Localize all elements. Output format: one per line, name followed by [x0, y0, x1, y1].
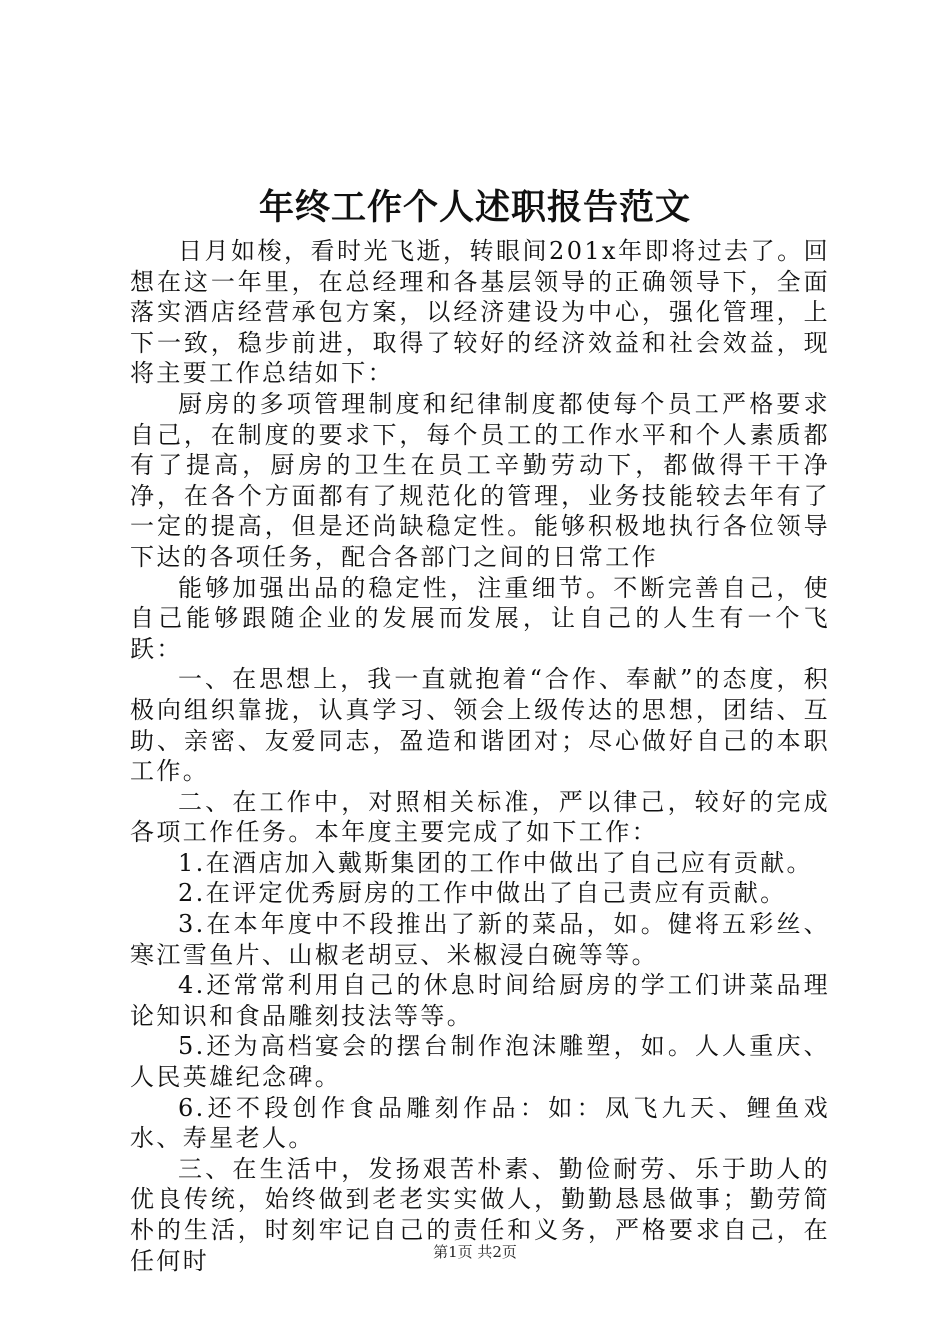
document-body [130, 236, 830, 1276]
document-title: 年终工作个人述职报告范文 [258, 187, 691, 228]
paragraph-work: 二、在工作中，对照相关标准，严以律己，较好的完成各项工作任务。本年度主要完成了如下工作： [130, 787, 830, 847]
list-item-5: 5.还为高档宴会的摆台制作泡沫雕塑，如。人人重庆、人民英雄纪念碑。 [130, 1032, 830, 1092]
list-item-4: 4.还常常利用自己的休息时间给厨房的学工们讲菜品理论知识和食品雕刻技法等等。 [130, 971, 830, 1030]
list-item-2: 2.在评定优秀厨房的工作中做出了自己责应有贡献。 [178, 879, 787, 908]
paragraph-thought: 一、在思想上，我一直就抱着“合作、奉献”的态度，积极向组织靠拢，认真学习、领会上级传达的思想，团结、互助、亲密、友爱同志，盈造和谐团对；尽心做好自己的本职工作。 [130, 665, 830, 786]
list-item-1: 1.在酒店加入戴斯集团的工作中做出了自己应有贡献。 [178, 848, 813, 877]
paragraph-stability: 能够加强出品的稳定性，注重细节。不断完善自己，使自己能够跟随企业的发展而发展，让自己的人生有一个飞跃： [130, 573, 830, 663]
paragraph-kitchen-management: 厨房的多项管理制度和纪律制度都使每个员工严格要求自己，在制度的要求下，每个员工的工作水平和个人素质都有了提高，厨房的卫生在员工辛勤劳动下，都做得干干净净，在各个方面都有了规范化的管理，业务技能较去年有了一定的提高，但是还尚缺稳定性。能够积极地执行各位领导下达的各项任务，配合各部门之间的日常工作 [130, 389, 830, 571]
paragraph-intro: 日月如梭，看时光飞逝，转眼间201x年即将过去了。回想在这一年里，在总经理和各基层领导的正确领导下，全面落实酒店经营承包方案，以经济建设为中心，强化管理，上下一致，稳步前进，取得了较好的经济效益和社会效益，现将主要工作总结如下： [130, 237, 830, 388]
list-item-6: 6.还不段创作食品雕刻作品：如：凤飞九天、鲤鱼戏水、寿星老人。 [130, 1093, 830, 1153]
list-item-3: 3.在本年度中不段推出了新的菜品，如。健将五彩丝、寒江雪鱼片、山椒老胡豆、米椒浸白碗等等。 [130, 910, 830, 969]
page-number-footer: 第1页 共2页 [433, 1243, 517, 1261]
paragraph-life: 三、在生活中，发扬艰苦朴素、勤俭耐劳、乐于助人的优良传统，始终做到老老实实做人，勤勤恳恳做事；勤劳简朴的生活，时刻牢记自己的责任和义务，严格要求自己，在任何时 [130, 1154, 830, 1275]
